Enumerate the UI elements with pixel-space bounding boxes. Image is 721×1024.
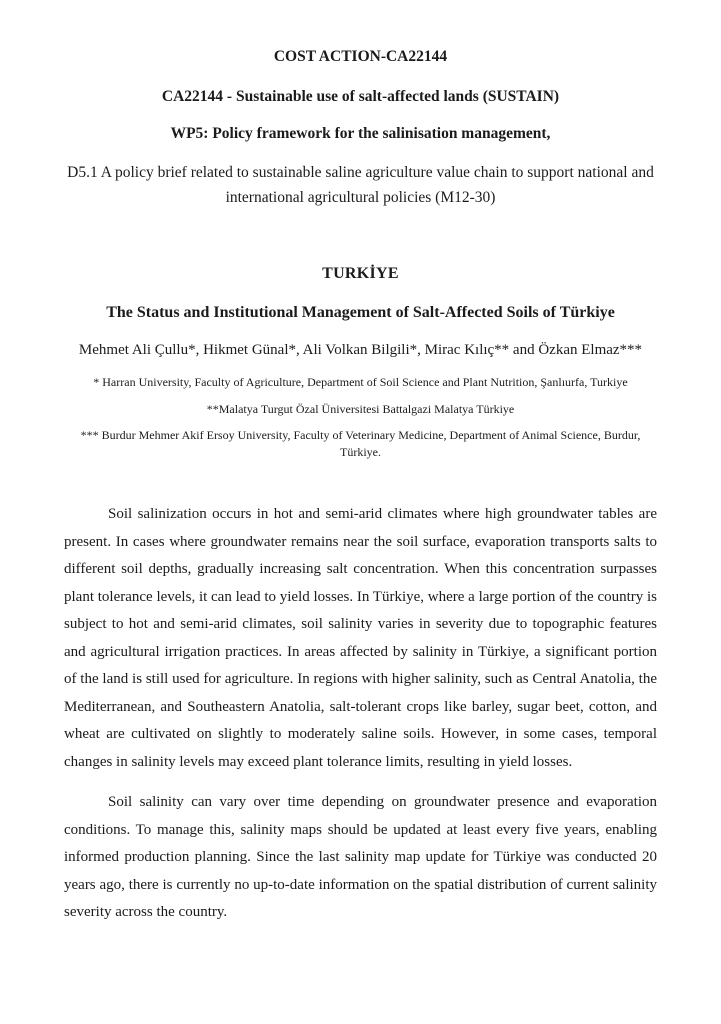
paragraph-salinity-maps: Soil salinity can vary over time depending on groundwater presence and evaporation conditions. To manage this, salinity maps should be updated at least every five years, enabling informed production planning. Since the last salinity map update for Türkiye was conducted 20 years ago, there is currently no up-to-date information on the spatial distribution of current salinity severity across the country. xyxy=(64,794,657,920)
header-action-title: CA22144 - Sustainable use of salt-affected lands (SUSTAIN) xyxy=(161,88,560,105)
affiliation-burdur-university: *** Burdur Mehmer Akif Ersoy University, Faculty of Veterinary Medicine, Department of Animal Science, Burdur, Türkiye. xyxy=(80,428,641,459)
paragraph-soil-salinization: Soil salinization occurs in hot and semi-arid climates where high groundwater tables are present. In cases where groundwater remains near the soil surface, evaporation transports salts to different soil depths, gradually increasing salt concentration. When this concentration surpasses plant tolerance levels, it can lead to yield losses. In Türkiye, where a large portion of the country is subject to hot and semi-arid climates, soil salinity varies in severity due to topographic features and agricultural irrigation practices. In areas affected by salinity in Türkiye, a significant portion of the land is still used for agriculture. In regions with higher salinity, such as Central Anatolia, the Mediterranean, and Southeastern Anatolia, salt-tolerant crops like barley, sugar beet, cotton, and wheat are cultivated on slightly to moderately saline soils. However, in some cases, temporal changes in salinity levels may exceed plant tolerance limits, resulting in yield losses. xyxy=(64,506,658,770)
authors-line: Mehmet Ali Çullu*, Hikmet Günal*, Ali Volkan Bilgili*, Mirac Kılıç** and Özkan Elmaz*** xyxy=(78,342,643,358)
document-title: The Status and Institutional Management of Salt-Affected Soils of Türkiye xyxy=(106,304,615,321)
affiliation-harran-university: * Harran University, Faculty of Agriculture, Department of Soil Science and Plant Nutrition, Şanlıurfa, Turkiye xyxy=(93,375,628,389)
header-cost-action: COST ACTION-CA22144 xyxy=(273,48,448,65)
affiliation-malatya-university: **Malatya Turgut Özal Üniversitesi Battalgazi Malatya Türkiye xyxy=(206,402,515,416)
header-wp5-title: WP5: Policy framework for the salinisation management, xyxy=(170,125,551,142)
deliverable-description: D5.1 A policy brief related to sustainable saline agriculture value chain to support national and international agricultural policies (M12-30) xyxy=(67,164,654,206)
country-heading: TURKİYE xyxy=(322,265,399,282)
